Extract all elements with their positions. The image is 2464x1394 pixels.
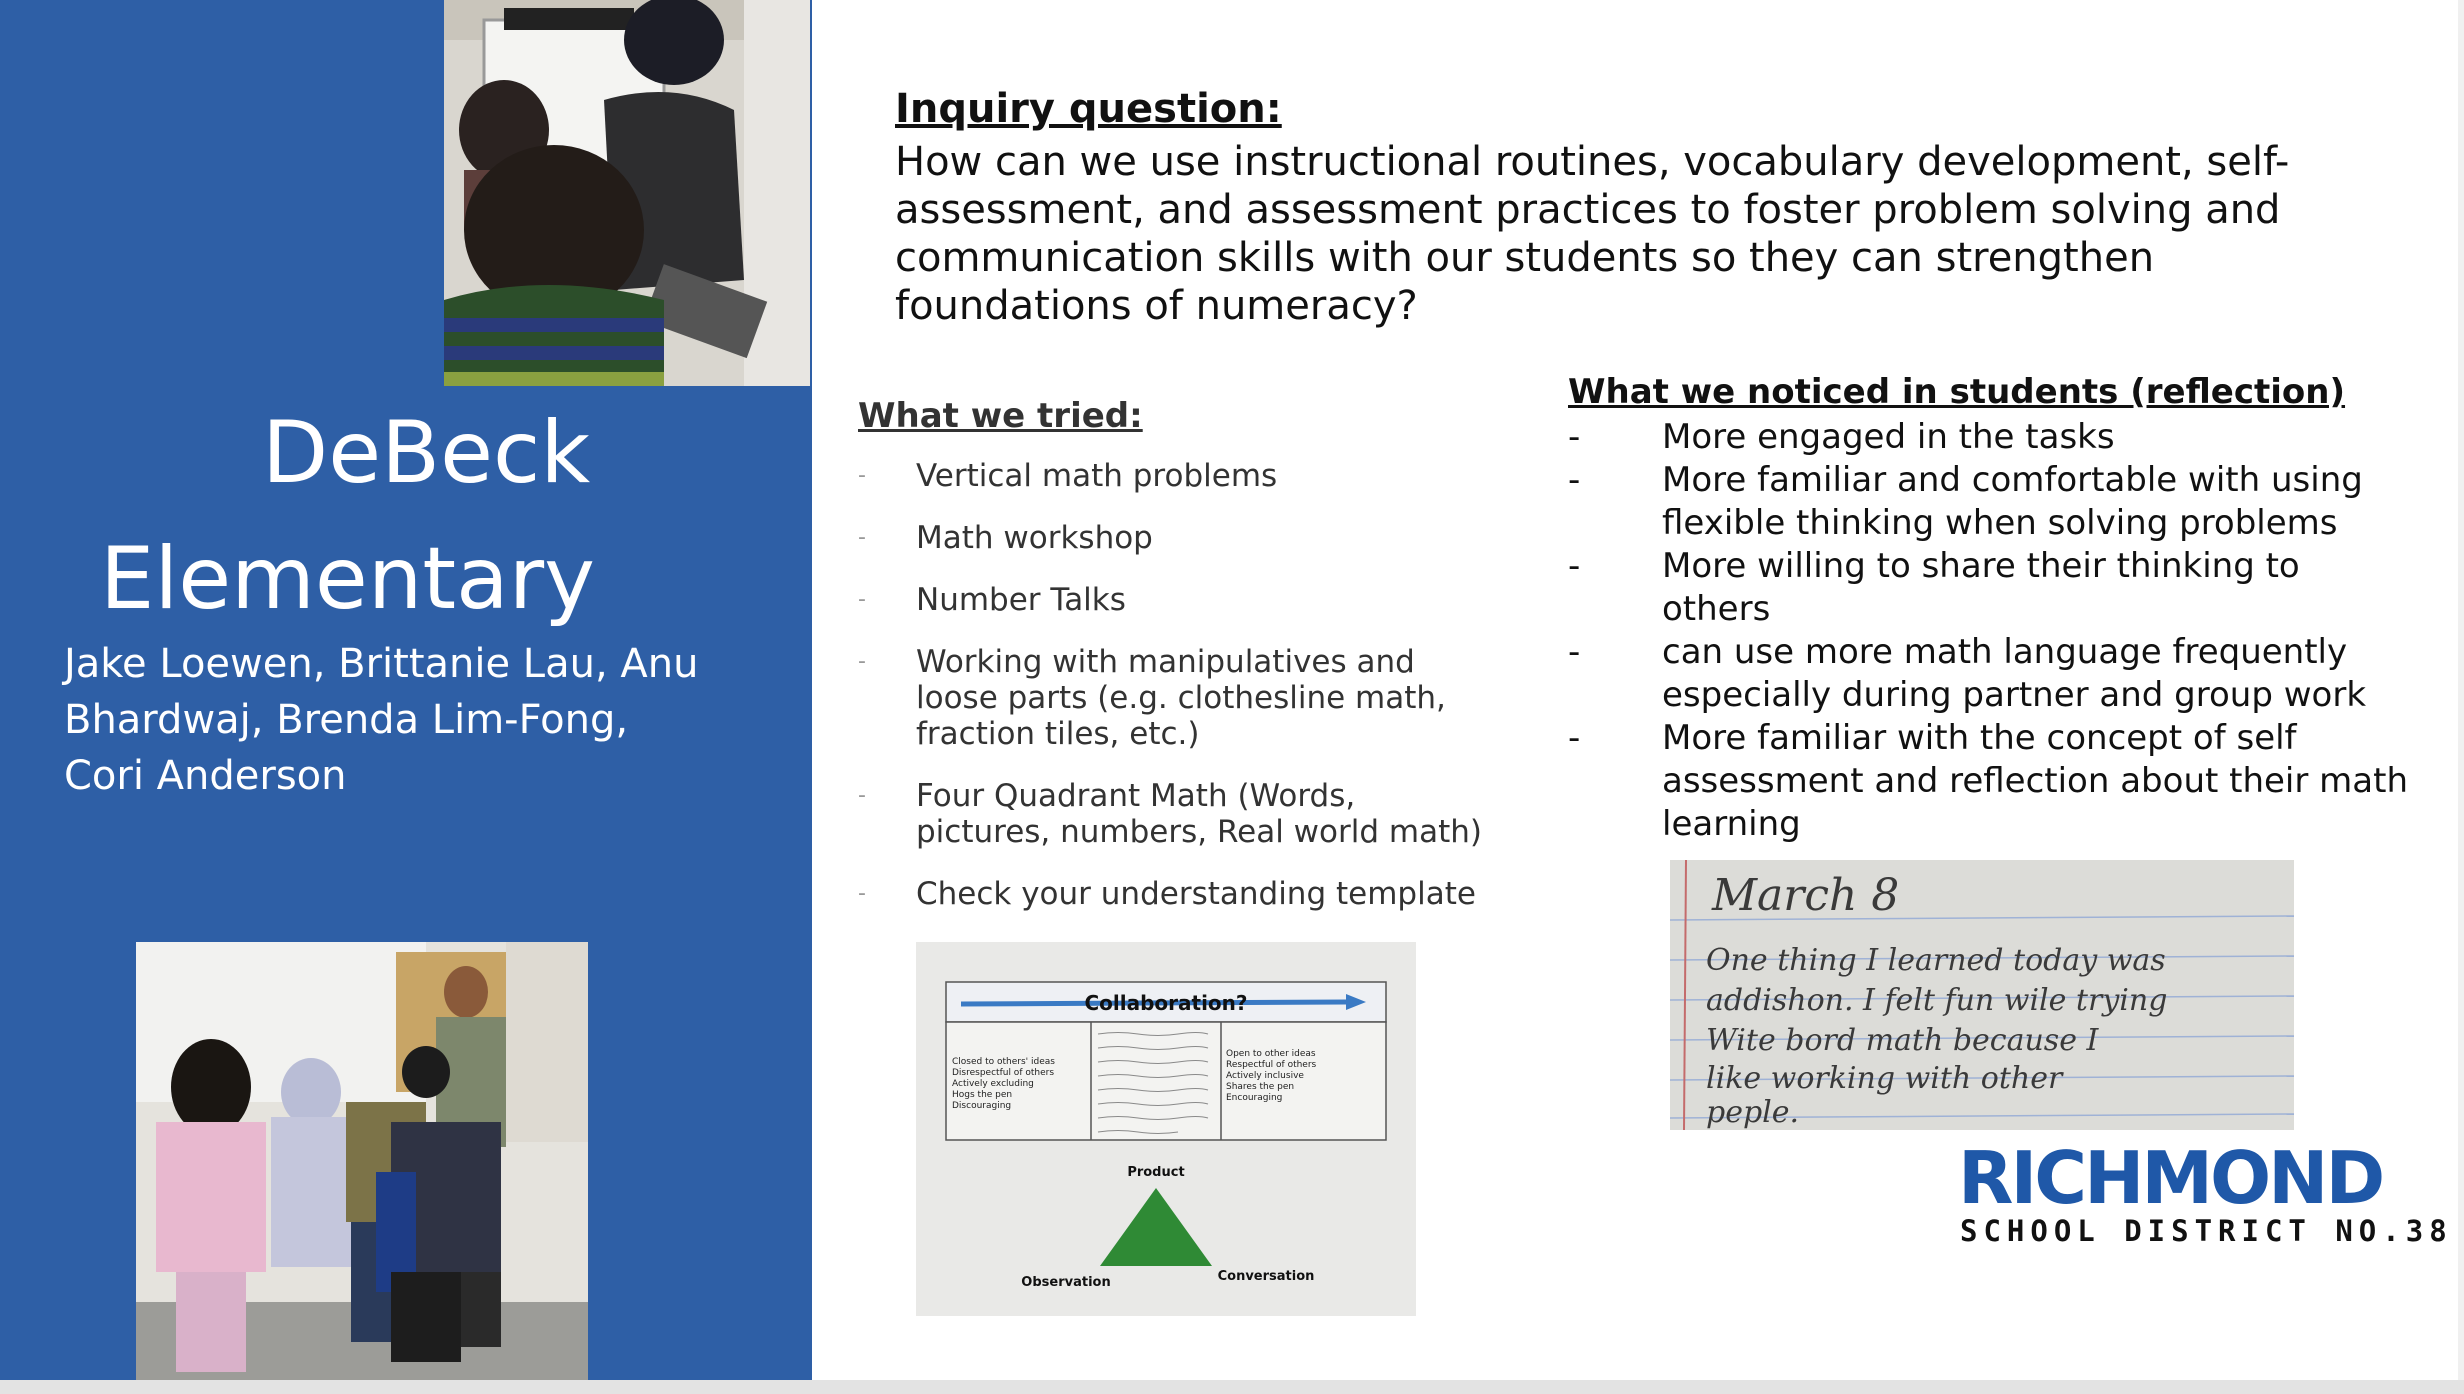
noticed-item-text: can use more math language frequently especially during partner and group work: [1662, 632, 2367, 715]
collab-right-item: Respectful of others: [1226, 1060, 1317, 1070]
students-whiteboard-photo: [444, 0, 810, 386]
dash-bullet: -: [1568, 718, 1581, 758]
tried-item: [858, 644, 1498, 752]
triangle-right-label: Conversation: [1217, 1269, 1315, 1284]
collab-left-item: Discouraging: [952, 1101, 1012, 1111]
collab-left-item: Hogs the pen: [952, 1090, 1013, 1100]
dash-bullet: -: [1568, 460, 1581, 500]
tried-item-text: Vertical math problems: [916, 458, 1278, 494]
noticed-item: [1568, 459, 2418, 545]
noticed-item-text: More willing to share their thinking to others: [1662, 546, 2300, 629]
triangle-left-label: Observation: [1021, 1275, 1111, 1290]
noticed-item: [1568, 717, 2418, 846]
tried-list: [858, 458, 1498, 938]
tried-item: [858, 778, 1498, 850]
dash-bullet: -: [858, 587, 866, 612]
noticed-item-text: More engaged in the tasks: [1662, 417, 2115, 457]
dash-bullet: -: [858, 881, 866, 906]
noticed-item: [1568, 416, 2418, 459]
noticed-item: [1568, 545, 2418, 631]
journal-line: peple.: [1706, 1095, 1800, 1130]
dash-bullet: -: [858, 525, 866, 550]
noticed-item-text: More familiar and comfortable with using flexible thinking when solving problems: [1662, 460, 2363, 543]
school-name-line2: Elementary: [100, 529, 596, 629]
inquiry-question: How can we use instructional routines, vocabulary development, self-assessment, and assessment practices to foster problem solving and communication skills with our students so they can strengthen foundations of numeracy?: [895, 139, 2290, 329]
tried-heading: What we tried:: [858, 396, 1143, 436]
tried-item-text: Number Talks: [916, 582, 1126, 618]
dash-bullet: -: [858, 649, 866, 674]
tried-item-text: Check your understanding template: [916, 876, 1476, 912]
journal-line: Wite bord math because I: [1706, 1023, 2099, 1058]
collab-left-item: Closed to others' ideas: [952, 1057, 1055, 1067]
collab-right-item: Actively inclusive: [1226, 1071, 1304, 1081]
tried-item: [858, 876, 1498, 912]
tried-item: [858, 520, 1498, 556]
teacher-students-photo: [136, 942, 588, 1380]
collab-left-item: Actively excluding: [952, 1079, 1034, 1089]
noticed-item: [1568, 631, 2418, 717]
right-edge: [2458, 0, 2464, 1394]
dash-bullet: -: [1568, 546, 1581, 586]
collab-right-item: Encouraging: [1226, 1093, 1283, 1103]
tried-item: [858, 458, 1498, 494]
tried-item: [858, 582, 1498, 618]
bottom-strip: [0, 1380, 2464, 1394]
triangle-top-label: Product: [1127, 1165, 1185, 1180]
journal-line: like working with other: [1706, 1061, 2063, 1096]
dash-bullet: -: [1568, 417, 1581, 457]
student-journal-photo: [1670, 860, 2294, 1130]
inquiry-heading: Inquiry question:: [895, 86, 1282, 132]
noticed-heading: What we noticed in students (reflection): [1568, 372, 2346, 412]
dash-bullet: -: [858, 783, 866, 808]
journal-line: addishon. I felt fun wile trying: [1706, 983, 2168, 1018]
authors-list: Jake Loewen, Brittanie Lau, Anu Bhardwaj, Brenda Lim-Fong, Cori Anderson: [64, 641, 699, 799]
dash-bullet: -: [1568, 632, 1581, 672]
tried-item-text: Working with manipulatives and loose parts (e.g. clothesline math, fraction tiles, etc.): [916, 644, 1446, 752]
collab-right-item: Open to other ideas: [1226, 1049, 1316, 1059]
collab-title: Collaboration?: [1084, 991, 1248, 1015]
school-name-line1: DeBeck: [262, 403, 591, 503]
richmond-logo-subtitle: SCHOOL DISTRICT NO.38: [1960, 1214, 2453, 1248]
tried-item-text: Math workshop: [916, 520, 1153, 556]
dash-bullet: -: [858, 463, 866, 488]
journal-date: March 8: [1712, 870, 1900, 921]
left-panel: [0, 0, 812, 1380]
richmond-logo-name: RICHMOND: [1958, 1136, 2383, 1220]
collaboration-template-photo: [916, 942, 1416, 1316]
noticed-list: [1568, 416, 2418, 846]
collab-left-item: Disrespectful of others: [952, 1068, 1055, 1078]
tried-item-text: Four Quadrant Math (Words, pictures, numbers, Real world math): [916, 778, 1482, 850]
noticed-item-text: More familiar with the concept of self assessment and reflection about their math learning: [1662, 718, 2408, 844]
collab-right-item: Shares the pen: [1226, 1082, 1295, 1092]
journal-line: One thing I learned today was: [1706, 943, 2166, 978]
